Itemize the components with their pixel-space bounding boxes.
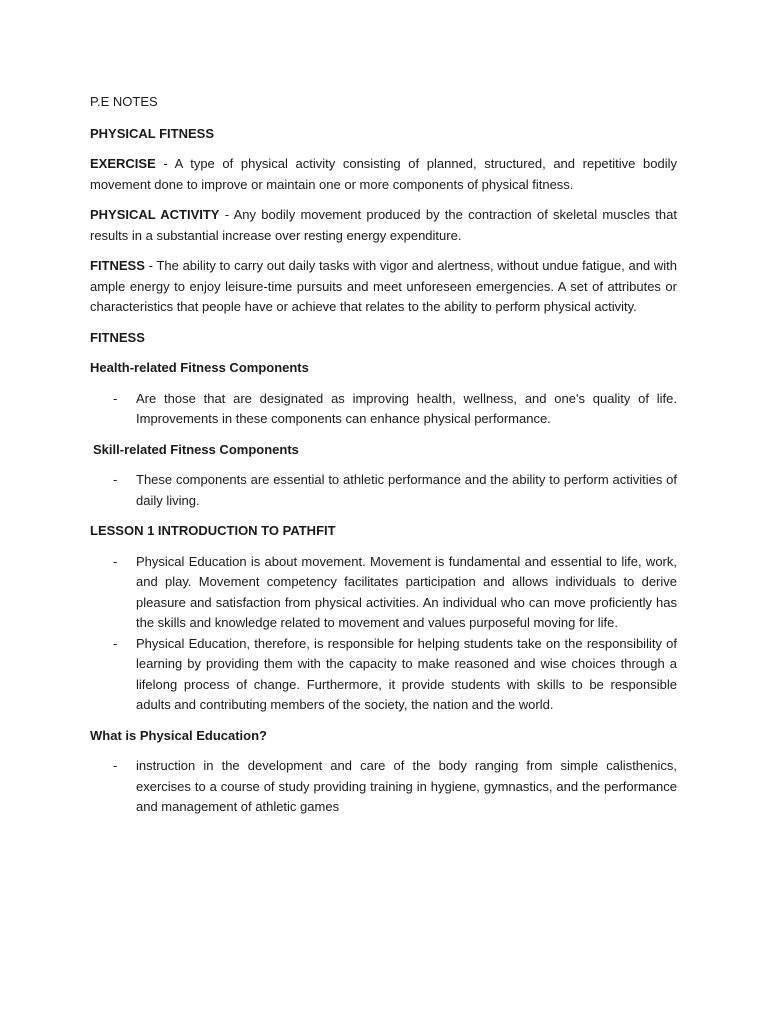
lesson-1-list bbox=[90, 552, 677, 716]
dash-bullet: - bbox=[113, 553, 118, 569]
document-title: P.E NOTES bbox=[90, 94, 158, 109]
list-item-text: These components are essential to athletic performance and the ability to perform activities of daily living. bbox=[136, 472, 677, 508]
list-item-text: Physical Education, therefore, is responsible for helping students take on the responsibility of learning by providing them with the capacity to make reasoned and wise choices through a lifelong process of change. Furthermore, it provide students with skills to be responsible adults and contributing members of the society, the nation and the world. bbox=[136, 635, 677, 712]
definition-term: PHYSICAL ACTIVITY bbox=[90, 207, 220, 222]
dash-bullet: - bbox=[113, 472, 118, 487]
list-item bbox=[90, 634, 677, 716]
list-item-text: Are those that are designated as improving health, wellness, and one's quality of life. Improvements in these components can enhance physical performance. bbox=[136, 390, 677, 426]
document-page bbox=[90, 92, 677, 828]
definition-physical-activity bbox=[90, 205, 677, 246]
dash-bullet: - bbox=[113, 390, 118, 406]
heading-skill-related: Skill-related Fitness Components bbox=[93, 441, 299, 457]
list-item bbox=[90, 552, 677, 634]
heading-lesson-1: LESSON 1 INTRODUCTION TO PATHFIT bbox=[90, 523, 336, 538]
list-item bbox=[90, 756, 677, 818]
list-item bbox=[90, 470, 677, 511]
heading-health-related: Health-related Fitness Components bbox=[90, 360, 309, 375]
list-item-text: instruction in the development and care of the body ranging from simple calisthenics, exercises to a course of study providing training in hygiene, gymnastics, and the performance and management of athletic games bbox=[136, 758, 677, 814]
definition-text: - A type of physical activity consisting of planned, structured, and repetitive bodily movement done to improve or maintain one or more components of physical fitness. bbox=[90, 156, 677, 192]
heading-what-is-pe: What is Physical Education? bbox=[90, 727, 267, 743]
definition-fitness bbox=[90, 256, 677, 318]
heading-fitness: FITNESS bbox=[90, 329, 145, 345]
heading-physical-fitness: PHYSICAL FITNESS bbox=[90, 125, 215, 141]
list-item-text: Physical Education is about movement. Movement is fundamental and essential to life, work, and play. Movement competency facilitates participation and allows individuals to derive pleasure and satisfaction from physical activities. An individual who can move proficiently has the skills and knowledge related to movement and values purposeful moving for life. bbox=[136, 553, 677, 630]
dash-bullet: - bbox=[113, 635, 118, 651]
definition-text: - The ability to carry out daily tasks with vigor and alertness, without undue fatigue, and with ample energy to enjoy leisure-time pursuits and meet unforeseen emergencies. A set of attributes or characteristics that people have or achieve that relates to the ability to perform physical activity. bbox=[90, 258, 677, 314]
list-item bbox=[90, 389, 677, 430]
definition-exercise bbox=[90, 154, 677, 195]
health-related-list bbox=[90, 389, 677, 430]
definition-term: EXERCISE bbox=[90, 156, 156, 171]
definition-term: FITNESS bbox=[90, 258, 145, 273]
what-is-pe-list bbox=[90, 756, 677, 818]
skill-related-list bbox=[90, 470, 677, 511]
dash-bullet: - bbox=[113, 758, 118, 773]
definition-text: - Any bodily movement produced by the contraction of skeletal muscles that results in a substantial increase over resting energy expenditure. bbox=[90, 207, 677, 243]
